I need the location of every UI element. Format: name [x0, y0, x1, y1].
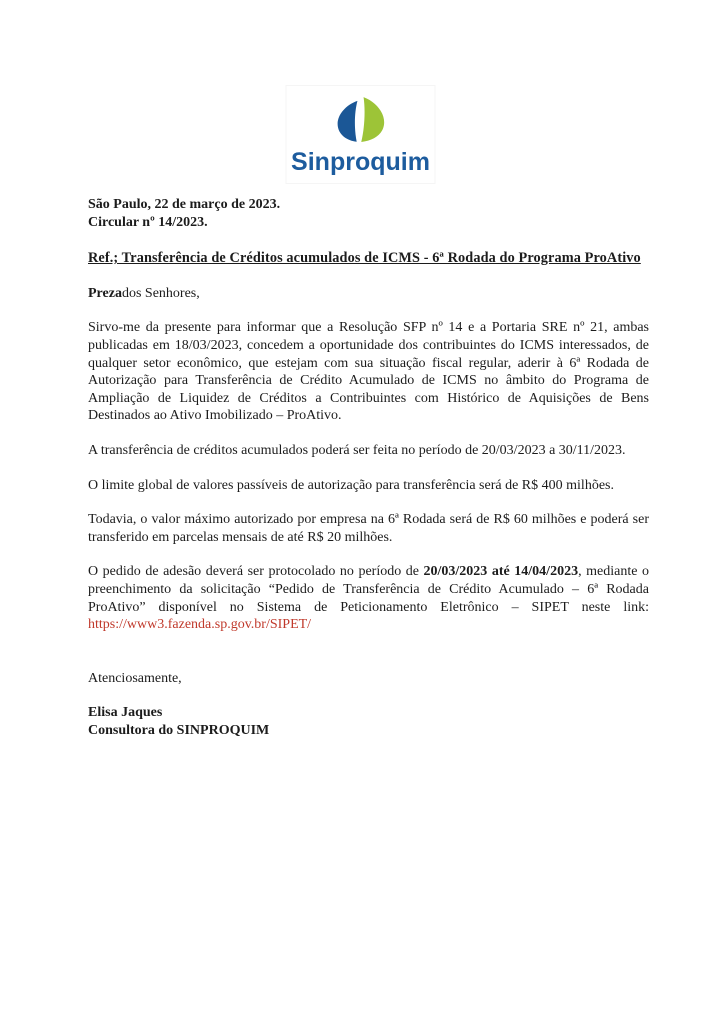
signature-name: Elisa Jaques — [88, 705, 163, 721]
paragraph-resolution — [88, 319, 649, 425]
text-run: Sirvo-me da presente para informar que a Resolução SFP nº 14 e a Portaria SRE nº 21, ambas publicadas em 18/03/2023, concedem a oportunidade dos contribuintes do ICMS interessados, de qualquer setor econômico, que estejam com sua situação fiscal regular, aderir à 6ª Rodada de Autorização para Transferência de Crédito Acumulado de ICMS no âmbito do Programa de Ampliação de Liquidez de Créditos a Contribuintes com Histórico de Aquisições de Bens Destinados ao Ativo Imobilizado – ProAtivo. — [88, 320, 649, 424]
reference-heading: Ref.; Transferência de Créditos acumulados de ICMS - 6ª Rodada do Programa ProAtivo — [88, 250, 641, 267]
circular-number: Circular nº 14/2023. — [88, 214, 208, 230]
date-line: São Paulo, 22 de março de 2023. — [88, 197, 281, 212]
paragraph-transfer-period — [88, 442, 649, 460]
bold-text-run: 20/03/2023 até 14/04/2023 — [423, 564, 579, 580]
paragraph-company-limit — [88, 511, 649, 546]
signature-block — [88, 704, 649, 739]
salutation — [88, 285, 649, 303]
text-run: dos Senhores, — [121, 285, 200, 301]
sinproquim-logo-icon — [332, 94, 390, 146]
letter-body — [88, 285, 649, 634]
paragraph-global-limit — [88, 477, 649, 495]
text-run: A transferência de créditos acumulados poderá ser feita no período de 20/03/2023 a 30/11/2023. — [88, 442, 626, 458]
text-run: Todavia, o valor máximo autorizado por empresa na 6ª Rodada será de R$ 60 milhões e poderá ser transferido em parcelas mensais de até R$ 20 milhões. — [88, 512, 649, 545]
signature-title: Consultora do SINPROQUIM — [88, 722, 270, 738]
bold-text-run: Preza — [88, 285, 122, 301]
text-run: O limite global de valores passíveis de autorização para transferência será de R$ 400 milhões. — [88, 477, 614, 493]
sinproquim-logo-text: Sinproquim — [291, 148, 430, 176]
letter-content — [88, 196, 649, 739]
sipet-link[interactable]: https://www3.fazenda.sp.gov.br/SIPET/ — [88, 617, 312, 633]
text-run: , mediante o preenchimento da solicitação “Pedido de Transferência de Crédito Acumulado – 6ª Rodada ProAtivo” disponível no Sistema de Peticionamento Eletrônico – SIPET neste link: — [88, 564, 649, 615]
paragraph-adhesion-request — [88, 563, 649, 633]
closing-regards: Atenciosamente, — [88, 670, 182, 686]
text-run: O pedido de adesão deverá ser protocolado no período de — [88, 564, 424, 580]
sinproquim-logo — [286, 85, 436, 184]
